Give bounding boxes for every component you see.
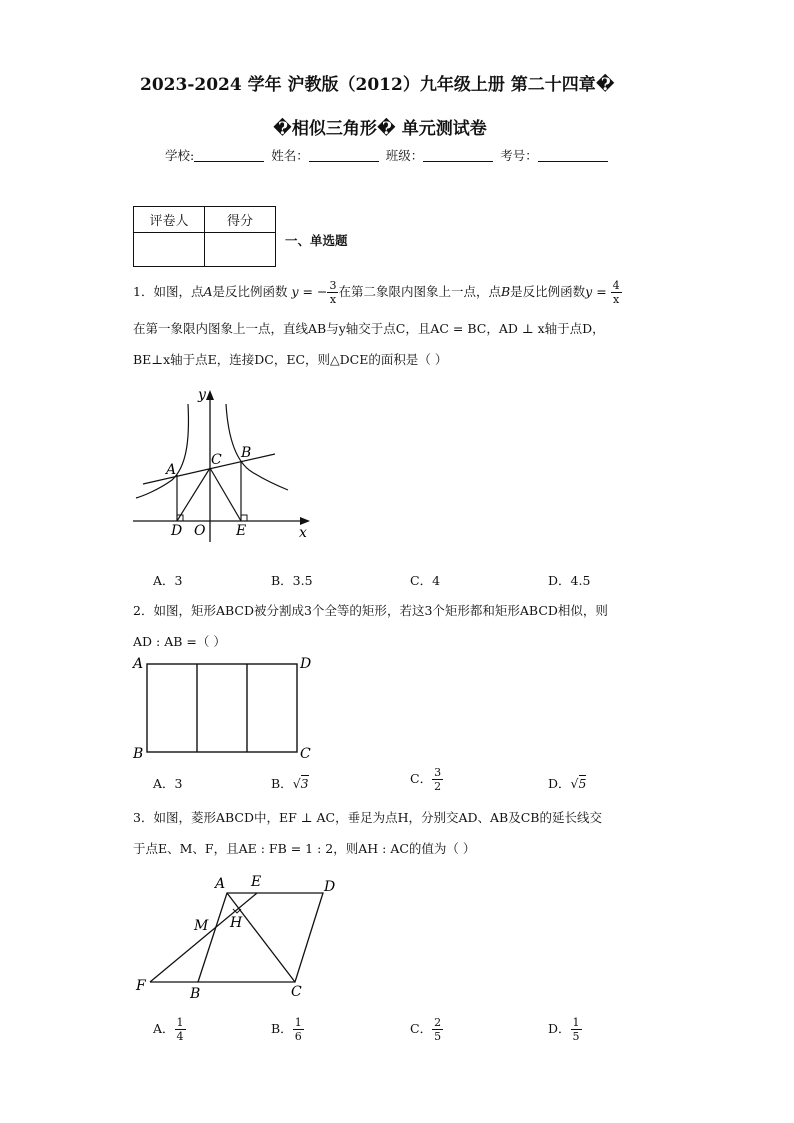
label-e: E: [251, 874, 262, 890]
q1-text-d: 是反比例函数: [510, 284, 586, 299]
label-d: D: [171, 523, 183, 539]
label-m: M: [194, 918, 209, 934]
label-b: B: [133, 746, 144, 762]
label-o: O: [194, 523, 206, 539]
q3-option-a[interactable]: A． $\frac{1}{4}$: [153, 1016, 184, 1043]
school-blank[interactable]: [194, 149, 264, 162]
q2-figure: [128, 652, 323, 764]
q1-option-d[interactable]: D．4.5: [548, 573, 591, 588]
section-title: 一、单选题: [285, 233, 348, 248]
q3-line-1: 3．如图，菱形ABCD中，EF ⊥ AC，垂足为点H，分别交AD、AB及CB的延长线交: [133, 810, 602, 825]
q2-option-c[interactable]: C． $\frac{3}{2}$: [410, 766, 442, 793]
sqrt-icon: √: [292, 776, 301, 791]
q1-text-b: 是反比例函数: [212, 284, 288, 299]
label-h: H: [230, 915, 243, 931]
label-b: B: [190, 986, 201, 1002]
label-d: D: [324, 879, 336, 895]
score-table: [133, 206, 276, 267]
label-e: E: [236, 523, 247, 539]
q3-line-2: 于点E、M、F，且AE : FB = 1 : 2，则AH : AC的值为（ ）: [133, 841, 476, 856]
q2-option-b[interactable]: B．√3: [271, 776, 309, 791]
q1-fraction-2: $\frac{4}{x}$: [612, 279, 620, 306]
hyperbola-right: [226, 404, 288, 490]
label-a: A: [215, 876, 226, 892]
sqrt-icon: √: [570, 776, 579, 791]
q2-option-d[interactable]: D．√5: [548, 776, 587, 791]
q1-figure: [128, 382, 318, 542]
class-blank[interactable]: [423, 149, 493, 162]
q1-line-3: BE⊥x轴于点E，连接DC，EC，则△DCE的面积是（ ）: [133, 352, 448, 367]
label-a: A: [166, 462, 177, 478]
right-angle-e: [241, 515, 247, 521]
label-c: C: [211, 452, 222, 468]
q1-line-2: 在第一象限内图象上一点，直线AB与y轴交于点C，且AC = BC，AD ⊥ x轴于点D，: [133, 321, 605, 336]
label-y: y: [198, 387, 206, 403]
label-b: B: [241, 445, 252, 461]
rectangle-abcd: [147, 664, 297, 752]
score-header: 得分: [205, 207, 276, 233]
q3-option-b[interactable]: B． $\frac{1}{6}$: [271, 1016, 302, 1043]
q1-text-c: 在第二象限内图象上一点，点: [338, 284, 501, 299]
q2-line-2: AD : AB =（ ）: [133, 634, 226, 649]
name-label: 姓名：: [271, 148, 309, 163]
q1-option-b[interactable]: B．3.5: [271, 573, 313, 588]
q2-line-1: 2．如图，矩形ABCD被分割成3个全等的矩形，若这3个矩形都和矩形ABCD相似，则: [133, 603, 608, 618]
q1-text-a: 1．如图，点: [133, 284, 204, 299]
grader-cell[interactable]: [134, 233, 205, 267]
q3-option-d[interactable]: D． $\frac{1}{5}$: [548, 1016, 580, 1043]
title-line-2: �相似三角形� 单元测试卷: [273, 119, 487, 139]
diagonal-ac: [227, 893, 295, 982]
exam-no-blank[interactable]: [538, 149, 608, 162]
label-c: C: [300, 746, 311, 762]
line-fe: [150, 893, 257, 982]
y-axis-arrow-icon: [206, 390, 214, 400]
x-axis-arrow-icon: [300, 517, 310, 525]
segment-ec: [210, 468, 241, 521]
q1-option-a[interactable]: A．3: [153, 573, 183, 588]
q2-option-a[interactable]: A．3: [153, 776, 183, 791]
q1-line-1: 1．如图，点A是反比例函数 y = − $\frac{3}{x}$ 在第二象限内图象上一点，点B是反比例函数y = $\frac{4}{x}$: [133, 279, 620, 306]
label-a: A: [133, 656, 144, 672]
title-line-1: 2023-2024 学年 沪教版（2012）九年级上册 第二十四章�: [140, 75, 615, 95]
q3-option-c[interactable]: C． $\frac{2}{5}$: [410, 1016, 442, 1043]
label-d: D: [300, 656, 312, 672]
q3-figure: [130, 868, 345, 1003]
student-info: [165, 146, 611, 164]
class-label: 班级：: [385, 148, 424, 163]
exam-no-label: 考号：: [500, 148, 538, 163]
q1-option-c[interactable]: C．4: [410, 573, 441, 588]
label-x: x: [299, 525, 307, 541]
q1-fraction-1: $\frac{3}{x}$: [329, 279, 337, 306]
label-c: C: [291, 984, 302, 1000]
school-label: 学校:: [165, 148, 195, 163]
label-f: F: [136, 978, 146, 994]
grader-header: 评卷人: [134, 207, 205, 233]
segment-dc: [177, 468, 210, 521]
score-cell[interactable]: [205, 233, 276, 267]
name-blank[interactable]: [309, 149, 379, 162]
